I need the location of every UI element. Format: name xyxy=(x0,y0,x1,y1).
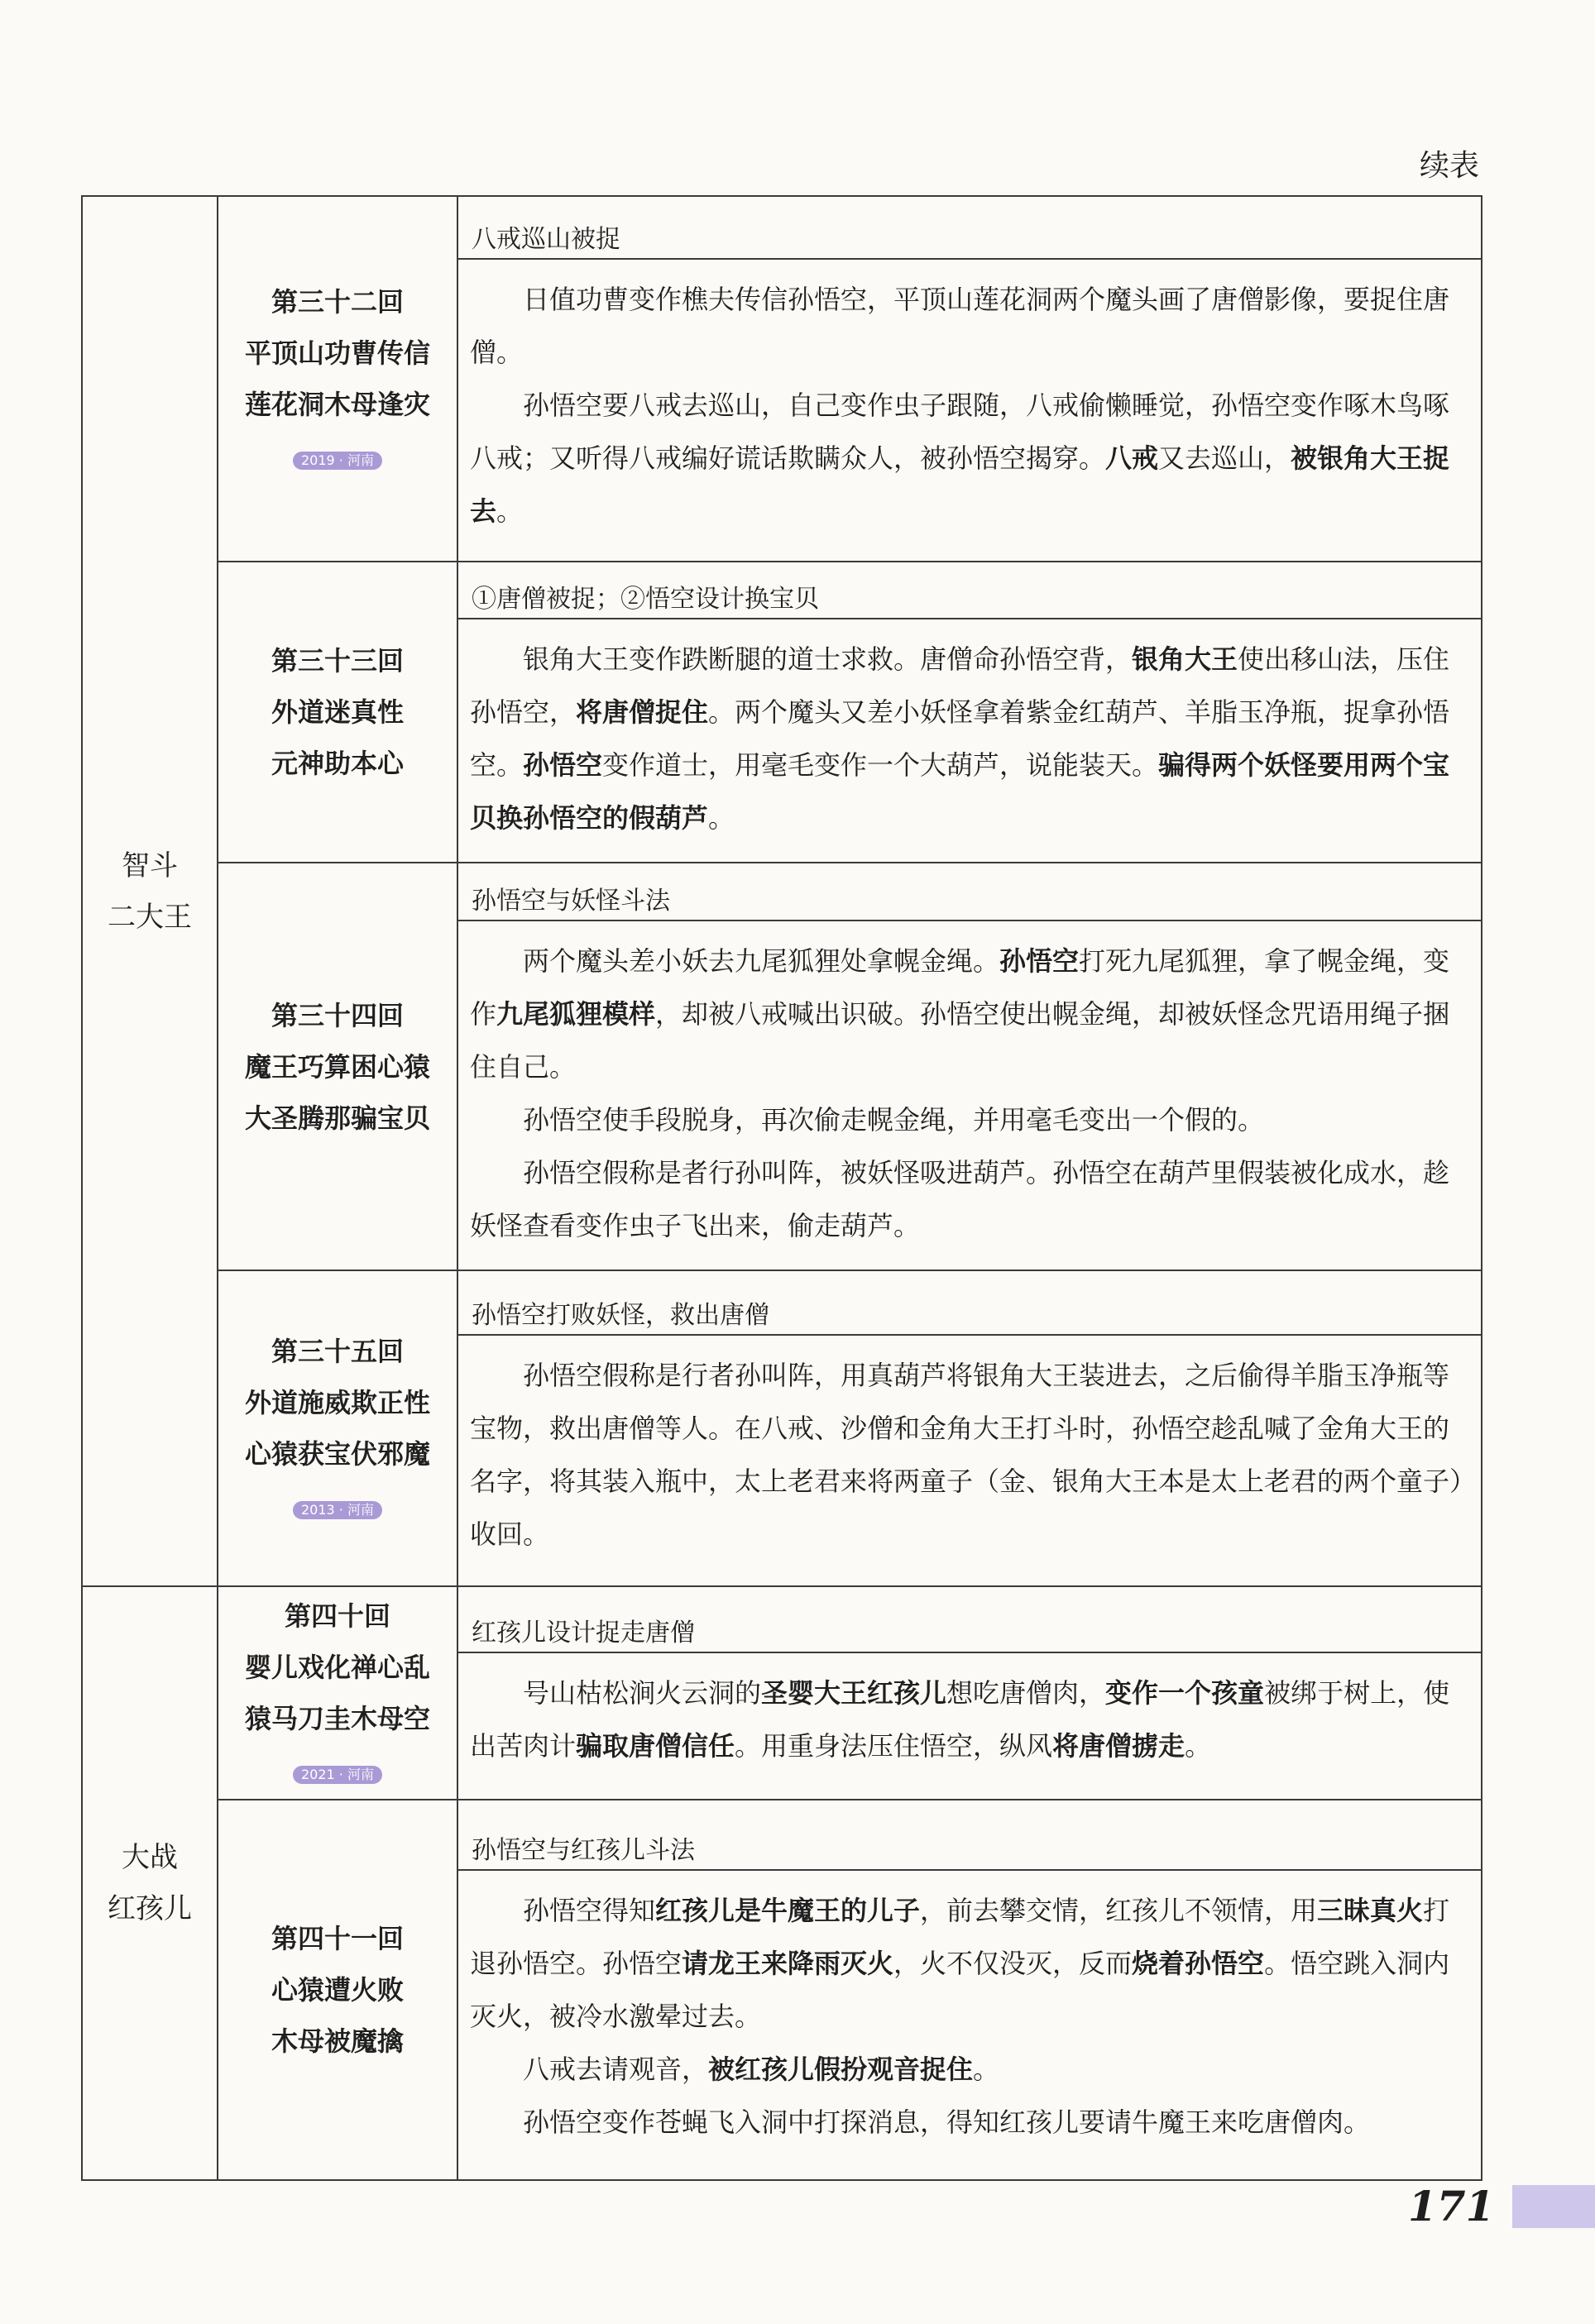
chapter-row xyxy=(82,562,1482,863)
continued-label: 续表 xyxy=(1419,149,1479,183)
chapter-title-line: 猿马刀圭木母空 xyxy=(244,1703,430,1734)
theme-cell xyxy=(82,1586,218,2180)
chapter-title-line: 大圣腾那骗宝贝 xyxy=(244,1102,430,1134)
theme-text: 二大王 xyxy=(108,900,192,934)
chapter-row xyxy=(82,1270,1482,1586)
chapter-number: 第三十二回 xyxy=(271,286,404,318)
episode-detail xyxy=(458,1336,1481,1574)
chapter-title-cell xyxy=(218,863,457,1270)
chapter-title-cell xyxy=(218,562,457,863)
chapter-number: 第三十三回 xyxy=(271,645,404,677)
episode-detail xyxy=(458,1653,1481,1786)
episode-summary: 孙悟空与红孩儿斗法 xyxy=(458,1818,1481,1871)
chapter-title-line: 外道迷真性 xyxy=(271,696,404,728)
content-cell xyxy=(457,1586,1482,1800)
episode-summary: ①唐僧被捉；②悟空设计换宝贝 xyxy=(458,567,1481,619)
exam-badge: 2021 · 河南 xyxy=(293,1766,382,1784)
chapter-title-line: 莲花洞木母逢灾 xyxy=(244,389,430,420)
chapter-title-cell xyxy=(218,1586,457,1800)
exam-badge: 2019 · 河南 xyxy=(293,452,382,470)
detail-paragraph: 银角大王变作跌断腿的道士求救。唐僧命孙悟空背，银角大王使出移山法，压住孙悟空，将唐僧捉住。两个魔头又差小妖怪拿着紫金红葫芦、羊脂玉净瓶，捉拿孙悟空。孙悟空变作道士，用毫毛变作一个大葫芦，说能装天。骗得两个妖怪要用两个宝贝换孙悟空的假葫芦。 xyxy=(470,643,1450,834)
chapter-row xyxy=(82,1586,1482,1800)
chapter-number: 第三十四回 xyxy=(271,999,404,1031)
theme-text: 红孩儿 xyxy=(108,1892,192,1925)
chapter-number: 第四十一回 xyxy=(271,1923,404,1954)
chapter-title-line: 心猿遭火败 xyxy=(271,1974,404,2006)
chapter-row xyxy=(82,1800,1482,2180)
detail-paragraph: 号山枯松涧火云洞的圣婴大王红孩儿想吃唐僧肉，变作一个孩童被绑于树上，使出苦肉计骗取唐僧信任。用重身法压住悟空，纵风将唐僧掳走。 xyxy=(470,1677,1450,1762)
detail-paragraph: 日值功曹变作樵夫传信孙悟空，平顶山莲花洞两个魔头画了唐僧影像，要捉住唐僧。 xyxy=(470,284,1450,368)
episode-summary: 红孩儿设计捉走唐僧 xyxy=(458,1600,1481,1653)
chapter-title-cell xyxy=(218,196,457,562)
detail-paragraph: 八戒去请观音，被红孩儿假扮观音捉住。 xyxy=(523,2054,1000,2085)
content-cell xyxy=(457,1270,1482,1586)
chapter-number: 第四十回 xyxy=(284,1600,390,1632)
chapter-title-line: 木母被魔擒 xyxy=(271,2025,404,2057)
episode-summary: 八戒巡山被捉 xyxy=(458,207,1481,260)
episode-summary: 孙悟空与妖怪斗法 xyxy=(458,868,1481,921)
episode-detail xyxy=(458,619,1481,858)
detail-paragraph: 孙悟空假称是者行孙叫阵，被妖怪吸进葫芦。孙悟空在葫芦里假装被化成水，趁妖怪查看变作虫子飞出来，偷走葫芦。 xyxy=(470,1156,1450,1241)
episode-detail xyxy=(458,1871,1481,2162)
exam-badge: 2013 · 河南 xyxy=(293,1501,382,1519)
detail-paragraph: 两个魔头差小妖去九尾狐狸处拿幌金绳。孙悟空打死九尾狐狸，拿了幌金绳，变作九尾狐狸模样，却被八戒喊出识破。孙悟空使出幌金绳，却被妖怪念咒语用绳子捆住自己。 xyxy=(470,944,1450,1083)
chapter-row xyxy=(82,863,1482,1270)
chapter-title-cell xyxy=(218,1800,457,2180)
episode-summary: 孙悟空打败妖怪，救出唐僧 xyxy=(458,1283,1481,1336)
page-number: 171 xyxy=(1408,2182,1495,2231)
episode-detail xyxy=(458,260,1481,551)
chapter-title-line: 婴儿戏化禅心乱 xyxy=(244,1652,430,1683)
chapter-title-line: 心猿获宝伏邪魔 xyxy=(244,1438,430,1470)
content-cell xyxy=(457,1800,1482,2180)
chapter-title-line: 元神助本心 xyxy=(271,748,404,779)
detail-paragraph: 孙悟空要八戒去巡山，自己变作虫子跟随，八戒偷懒睡觉，孙悟空变作啄木鸟啄八戒；又听得八戒编好谎话欺瞒众人，被孙悟空揭穿。八戒又去巡山，被银角大王捉去。 xyxy=(470,390,1450,527)
detail-paragraph: 孙悟空使手段脱身，再次偷走幌金绳，并用毫毛变出一个假的。 xyxy=(523,1103,1265,1136)
plot-summary-table xyxy=(81,195,1482,2181)
episode-detail xyxy=(458,921,1481,1265)
chapter-number: 第三十五回 xyxy=(271,1336,404,1367)
content-cell xyxy=(457,196,1482,562)
theme-text: 大战 xyxy=(122,1841,178,1874)
theme-text: 智斗 xyxy=(122,849,178,882)
chapter-title-line: 外道施威欺正性 xyxy=(244,1387,430,1418)
detail-paragraph: 孙悟空变作苍蝇飞入洞中打探消息，得知红孩儿要请牛魔王来吃唐僧肉。 xyxy=(523,2106,1371,2138)
chapter-title-line: 平顶山功曹传信 xyxy=(244,337,430,369)
chapter-title-cell xyxy=(218,1270,457,1586)
theme-cell xyxy=(82,196,218,1586)
page-tab-decoration-light xyxy=(1512,2185,1595,2228)
chapter-title-line: 魔王巧算困心猿 xyxy=(244,1050,430,1083)
content-cell xyxy=(457,863,1482,1270)
detail-paragraph: 孙悟空假称是行者孙叫阵，用真葫芦将银角大王装进去，之后偷得羊脂玉净瓶等宝物，救出唐僧等人。在八戒、沙僧和金角大王打斗时，孙悟空趁乱喊了金角大王的名字，将其装入瓶中，太上老君来将两童子（金、银角大王本是太上老君的两个童子）收回。 xyxy=(470,1360,1463,1550)
chapter-row xyxy=(82,196,1482,562)
detail-paragraph: 孙悟空得知红孩儿是牛魔王的儿子，前去攀交情，红孩儿不领情，用三昧真火打退孙悟空。孙悟空请龙王来降雨灭火，火不仅没灭，反而烧着孙悟空。悟空跳入洞内灭火，被冷水激晕过去。 xyxy=(470,1895,1450,2032)
content-cell xyxy=(457,562,1482,863)
